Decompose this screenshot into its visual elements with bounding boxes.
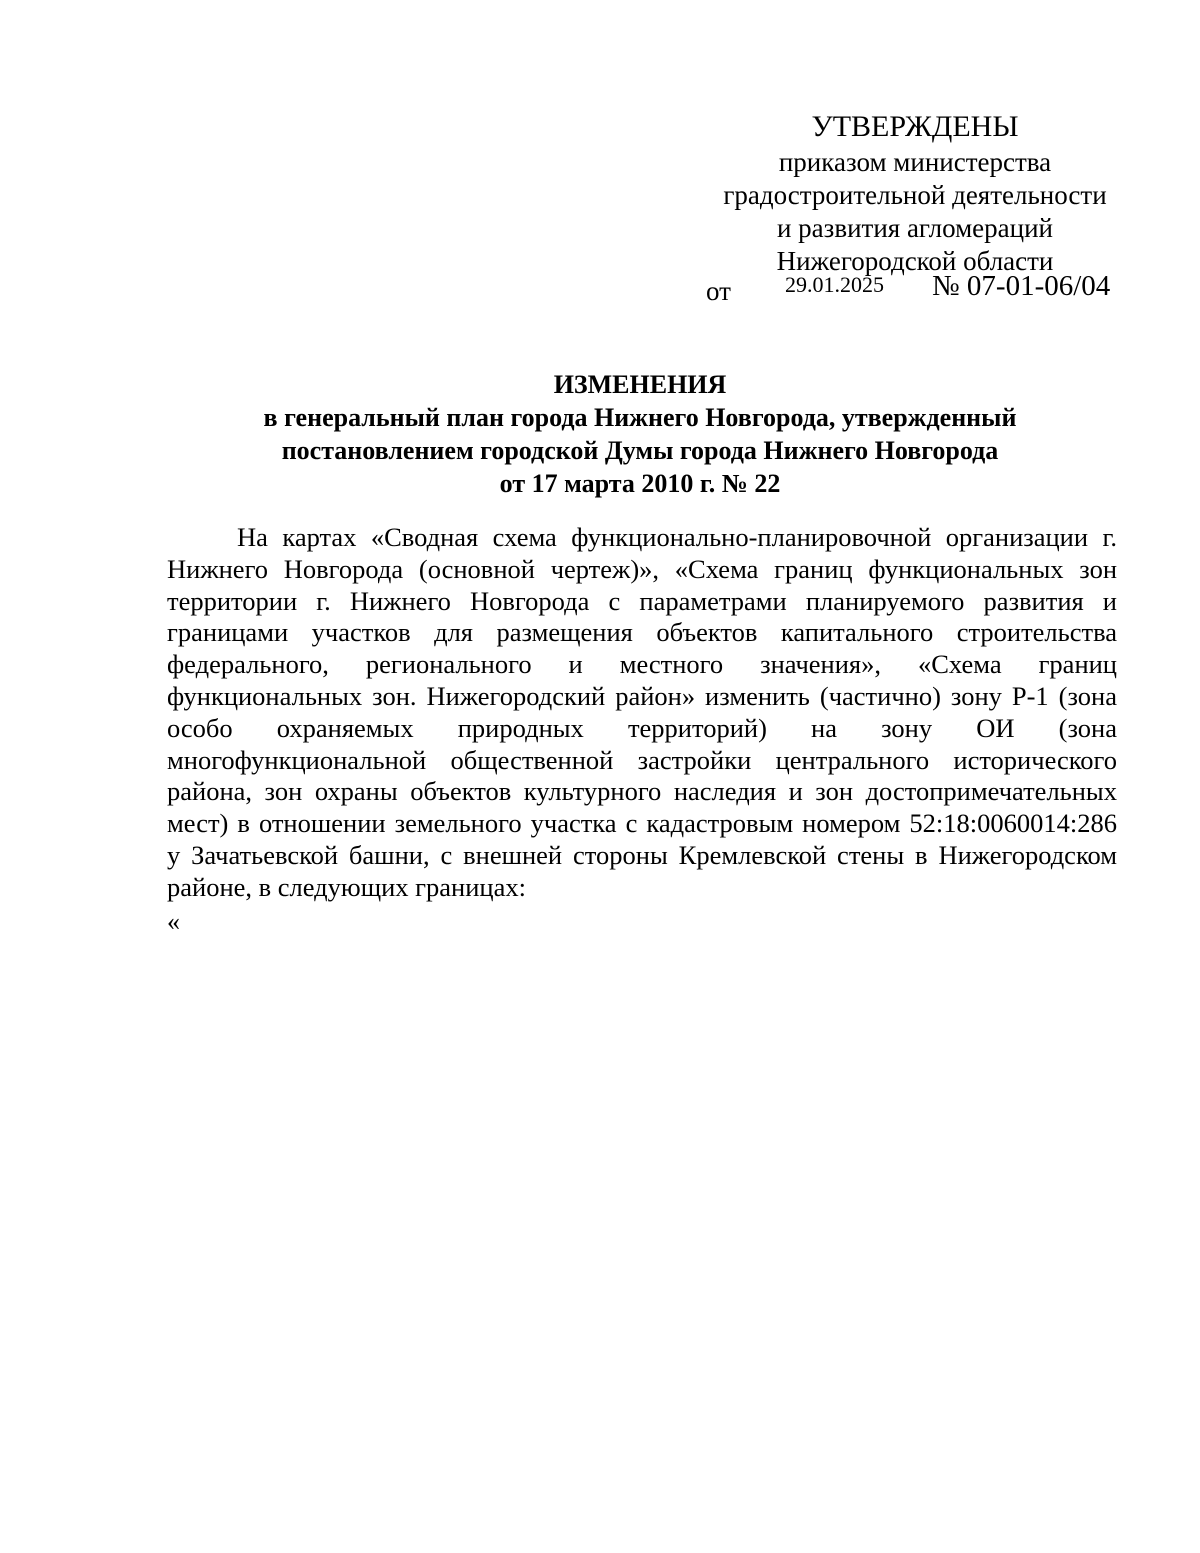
heading-line-2: постановлением городской Думы города Нижнего Новгорода [281, 436, 999, 465]
approval-block [700, 108, 1130, 278]
approval-line-3: и развития агломераций [776, 213, 1053, 243]
approval-line-2: градостроительной деятельности [723, 180, 1107, 210]
approval-line-4: Нижегородской области [776, 246, 1054, 276]
order-details [0, 270, 1200, 306]
trailing-quote-mark: « [167, 907, 180, 936]
order-date: 29.01.2025 [785, 272, 884, 297]
heading-line-1: в генеральный план города Нижнего Новгорода, утвержденный [263, 403, 1017, 432]
approval-line-1: приказом министерства [778, 147, 1052, 177]
approval-title: УТВЕРЖДЕНЫ [811, 110, 1019, 143]
order-number: № 07-01-06/04 [932, 270, 1111, 302]
body-paragraph: На картах «Сводная схема функционально-планировочной организации г. Нижнего Новгорода (основной чертеж)», «Схема границ функциональных зон территории г. Нижнего Новгорода с параметрами планируемого развития и границами участков для размещения объектов капитального строительства федерального, регионального и местного значения», «Схема границ функциональных зон. Нижегородский район» изменить (частично) зону Р-1 (зона особо охраняемых природных территорий) на зону ОИ (зона многофункциональной общественной застройки центрального исторического района, зон охраны объектов культурного наследия и зон достопримечательных мест) в отношении земельного участка с кадастровым номером 52:18:0060014:286 у Зачатьевской башни, с внешней стороны Кремлевской стены в Нижегородском районе, в следующих границах: [167, 522, 1117, 902]
document-heading [160, 368, 1120, 500]
heading-line-3: от 17 марта 2010 г. № 22 [499, 469, 781, 498]
order-from-label: от [706, 276, 731, 306]
heading-title: ИЗМЕНЕНИЯ [553, 370, 727, 399]
